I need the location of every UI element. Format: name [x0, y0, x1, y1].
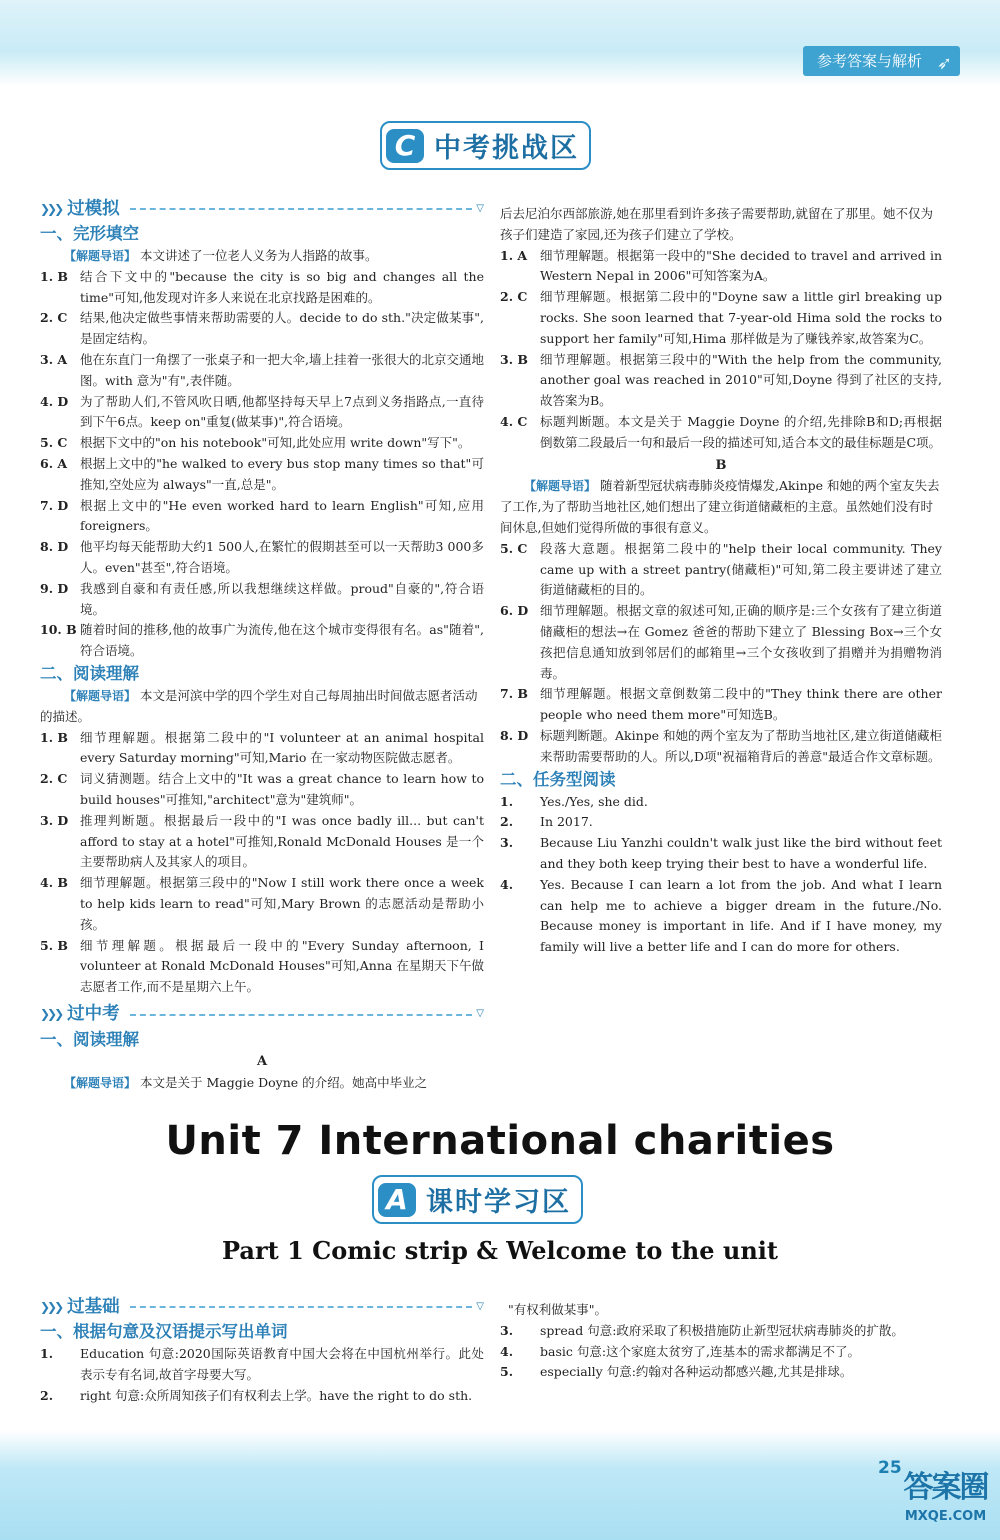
answer-number: 9. D [40, 580, 69, 596]
answer-number: 1. [40, 1346, 54, 1361]
zone-badge-challenge [380, 121, 591, 170]
rocket-icon: ➶ [936, 53, 952, 74]
answer-text: In 2017. [540, 814, 593, 830]
answer-number: 4. [500, 876, 514, 892]
part-title: Part 1 Comic strip & Welcome to the unit [222, 1236, 778, 1265]
cloze-title: 一、完形填空 [40, 224, 139, 243]
right-column-top [500, 204, 942, 958]
answer-number: 7. D [40, 497, 69, 513]
answer-number: 7. B [500, 686, 528, 702]
answer-text: 标题判断题。Akinpe 和她的两个室友为了帮助当地社区,建立街道储藏柜来帮助需要帮助的人。所以,D项"祝福箱背后的善意"最适合作文章标题。 [540, 727, 942, 764]
answer-text: 细节理解题。根据最后一段中的"Every Sunday afternoon, I volunteer at Ronald McDonald Houses"可知,Anna 在星期天下午做志愿者工作,而不是星期六上午。 [80, 937, 484, 995]
passage-b-guide: 【解题导语】 随着新型冠状病毒肺炎疫情爆发,Akinpe 和她的两个室友失去了工作,为了帮助当地社区,她们想出了建立街道储藏柜的主意。虽然她们没有时间休息,但她们觉得所做的事很有意义。 [500, 478, 940, 535]
dashed-rule [130, 1306, 473, 1308]
passage-a-guide-start: 【解题导语】 本文是关于 Maggie Doyne 的介绍。她高中毕业之 [64, 1074, 428, 1090]
answer-item [40, 1386, 484, 1407]
left-column-bottom [40, 1294, 484, 1406]
dashed-rule [130, 1014, 473, 1016]
words-cont: "有权利做某事"。 [508, 1302, 607, 1317]
answer-item [500, 792, 942, 813]
word-answers [40, 1344, 484, 1406]
chevron-marks-icon: ❯❯❯ [40, 201, 62, 216]
cloze-answers [40, 267, 484, 662]
left-column-top [40, 196, 484, 1093]
answer-item [500, 684, 942, 726]
zone-badge-study [372, 1175, 583, 1224]
chevron-down-icon: ▽ [476, 202, 484, 214]
zone-label-challenge: 中考挑战区 [434, 133, 579, 164]
answer-item [40, 308, 484, 350]
answer-text: 根据下文中的"on his notebook"可知,此处应用 write down"写下"。 [80, 435, 471, 451]
watermark-logo: 答案圈 MXQE.COM [903, 1470, 988, 1524]
answer-item [500, 1342, 942, 1363]
answer-text: 标题判断题。本文是关于 Maggie Doyne 的介绍,先排除B和D;再根据倒数第二段最后一句和最后一段的描述可知,适合本文的最佳标题是C项。 [540, 413, 942, 450]
reading-answers [40, 728, 484, 998]
answer-number: 2. [500, 814, 514, 830]
answer-item [40, 454, 484, 496]
answer-item [40, 873, 484, 935]
answer-text: 段落大意题。根据第二段中的"help their local community. They came up with a street pantry(储藏柜)"可知,第二段主要讲述了建立街道储藏柜的目的。 [540, 540, 942, 598]
answer-text: 细节理解题。根据第三段中的"With the help from the community, another goal was reached in 2010"可知,Doyne 得到了社区的支持,故答案为B。 [540, 351, 942, 409]
answer-text: Education 句意:2020国际英语教育中国大会将在中国杭州举行。此处表示专有名词,故首字母要大写。 [80, 1346, 484, 1382]
chevron-down-icon: ▽ [476, 1008, 484, 1020]
answer-text: 根据上文中的"He even worked hard to learn English"可知,应用 foreigners。 [80, 497, 484, 534]
answer-item [40, 433, 484, 454]
answer-text: 细节理解题。根据文章倒数第二段中的"They think there are other people who need them more"可知选B。 [540, 686, 942, 723]
answer-number: 1. [500, 793, 514, 809]
answer-item [40, 811, 484, 873]
answer-text: 细节理解题。根据第三段中的"Now I still work there once a week to help kids learn to read"可知,Mary Brown 的志愿活动是帮助小孩。 [80, 875, 484, 932]
answer-number: 2. C [40, 310, 68, 326]
answer-text: 为了帮助人们,不管风吹日晒,他都坚持每天早上7点到义务指路点,一直待到下午6点。keep on"重复(做某事)",符合语境。 [80, 393, 484, 430]
answer-item [40, 1344, 484, 1386]
chevron-marks-icon: ❯❯❯ [40, 1007, 62, 1022]
right-column-bottom [500, 1300, 942, 1383]
answer-item [40, 392, 484, 434]
answer-number: 5. C [40, 435, 68, 451]
answer-number: 8. D [500, 727, 529, 743]
words-title: 一、根据句意及汉语提示写出单词 [40, 1322, 288, 1341]
passage-a-answers [500, 246, 942, 454]
answer-text: 根据上文中的"he walked to every bus stop many times so that"可推知,空处应为 always"一直,总是"。 [80, 455, 484, 492]
passage-a-label: A [256, 1053, 268, 1069]
answer-item [40, 579, 484, 621]
word-answers-right [500, 1321, 942, 1383]
answer-number: 8. D [40, 539, 69, 555]
header-band [0, 0, 1000, 86]
answer-text: 结合下文中的"because the city is so big and changes all the time"可知,他发现对许多人来说在北京找路是困难的。 [80, 268, 484, 305]
section-title-basics: ❯❯❯ 过基础 ▽ [40, 1296, 484, 1317]
answer-number: 3. [500, 835, 514, 851]
answer-number: 5. C [500, 540, 528, 556]
answer-item [40, 728, 484, 770]
answer-number: 5. [500, 1364, 514, 1380]
answer-text: 细节理解题。根据第二段中的"Doyne saw a little girl breaking up rocks. She soon learned that 7-year-old Hima sold the rocks to support her family"可知,Hima 那样做是为了赚钱养家,故答案为C。 [540, 289, 942, 346]
task-answers [500, 792, 942, 958]
passage-b-label: B [715, 457, 727, 473]
answer-number: 4. [500, 1343, 514, 1359]
answer-text: 结果,他决定做些事情来帮助需要的人。decide to do sth."决定做某事",是固定结构。 [80, 310, 484, 347]
exam-reading-title: 一、阅读理解 [40, 1029, 139, 1049]
answer-item [500, 412, 942, 454]
dashed-rule [130, 208, 473, 210]
answer-text: 随着时间的推移,他的故事广为流传,他在这个城市变得很有名。as"随着",符合语境。 [80, 622, 484, 659]
unit-title: Unit 7 International charities [165, 1118, 835, 1164]
footer-band [0, 1430, 1000, 1540]
answer-number: 10. B [40, 622, 77, 638]
answer-number: 5. B [40, 937, 68, 953]
answer-item [500, 812, 942, 833]
answer-number: 1. B [40, 268, 68, 284]
chevron-down-icon: ▽ [476, 1300, 484, 1312]
answer-text: 推理判断题。根据最后一段中的"I was once badly ill... but can't afford to stay at a hotel"可推知,Ronald McDonald Houses 是一个主要帮助病人及其家人的项目。 [80, 812, 484, 870]
answer-number: 2. C [40, 771, 68, 787]
answer-number: 1. B [40, 729, 68, 745]
answer-text: especially 句意:约翰对各种运动都感兴趣,尤其是排球。 [540, 1364, 853, 1380]
cloze-guide: 【解题导语】 本文讲述了一位老人义务为人指路的故事。 [64, 248, 378, 263]
answer-number: 3. A [40, 351, 68, 367]
answer-text: 细节理解题。根据第二段中的"I volunteer at an animal hospital every Saturday morning"可知,Mario 在一家动物医院做志愿者。 [80, 729, 484, 766]
answer-number: 3. D [40, 812, 69, 828]
answer-item [40, 620, 484, 662]
answer-text: 细节理解题。根据文章的叙述可知,正确的顺序是:三个女孩有了建立街道储藏柜的想法→在 Gomez 爸爸的帮助下建立了 Blessing Box→三个女孩把信息通知放到邻居们的邮箱里→三个女孩收到了捐赠并为捐赠物消毒。 [540, 603, 942, 681]
answer-item [40, 769, 484, 811]
answer-item [40, 350, 484, 392]
answer-item [40, 496, 484, 538]
answer-item [40, 537, 484, 579]
answer-number: 3. [500, 1322, 514, 1338]
answer-item [500, 287, 942, 349]
answer-item [500, 246, 942, 288]
answer-text: basic 句意:这个家庭太贫穷了,连基本的需求都满足不了。 [540, 1343, 861, 1359]
header-tag-label: 参考答案与解析 [816, 52, 922, 70]
answer-item [500, 726, 942, 768]
passage-a-guide-cont: 后去尼泊尔西部旅游,她在那里看到许多孩子需要帮助,就留在了那里。她不仅为孩子们建造了家园,还为孩子们建立了学校。 [500, 206, 933, 242]
answer-text: 他平均每天能帮助大约1 500人,在繁忙的假期甚至可以一天帮助3 000多人。even"甚至",符合语境。 [80, 539, 484, 575]
zone-label-study: 课时学习区 [426, 1187, 571, 1218]
answer-text: 他在东直门一角摆了一张桌子和一把大伞,墙上挂着一张很大的北京交通地图。with 意为"有",表伴随。 [80, 351, 484, 388]
section-title-mock: ❯❯❯ 过模拟 ▽ [40, 198, 484, 219]
answer-number: 3. B [500, 351, 528, 367]
chevron-marks-icon: ❯❯❯ [40, 1299, 62, 1314]
answer-text: Yes./Yes, she did. [540, 793, 648, 809]
task-reading-title: 二、任务型阅读 [500, 769, 616, 789]
header-tag [803, 46, 960, 76]
passage-b-answers [500, 539, 942, 768]
answer-text: Yes. Because I can learn a lot from the job. And what I learn can help me to achieve a bigger dream in the future./No. Because money is important in life. And if I have money, my family will live a better life and I can do more for others. [540, 876, 942, 955]
answer-number: 4. D [40, 393, 69, 409]
answer-number: 2. C [500, 289, 528, 305]
answer-text: Because Liu Yanzhi couldn't walk just like the bird without feet and they both keep trying their best to have a wonderful life. [540, 835, 942, 871]
answer-item [500, 601, 942, 684]
section-title-exam: ❯❯❯ 过中考 ▽ [40, 1004, 484, 1025]
page-number: 25 [878, 1458, 902, 1478]
answer-text: right 句意:众所周知孩子们有权利去上学。have the right to do sth. [80, 1387, 473, 1403]
answer-item [500, 1321, 942, 1342]
answer-item [40, 267, 484, 309]
answer-text: 我感到自豪和有责任感,所以我想继续这样做。proud"自豪的",符合语境。 [80, 580, 484, 617]
answer-number: 4. B [40, 875, 68, 891]
reading-title: 二、阅读理解 [40, 663, 139, 683]
answer-item [40, 936, 484, 998]
answer-text: spread 句意:政府采取了积极措施防止新型冠状病毒肺炎的扩散。 [540, 1322, 904, 1338]
zone-letter-c: C [386, 129, 424, 163]
answer-number: 1. A [500, 247, 528, 263]
answer-text: 词义猜测题。结合上文中的"It was a great chance to learn how to build houses"可推知,"architect"意为"建筑师"。 [80, 771, 484, 807]
answer-text: 细节理解题。根据第一段中的"She decided to travel and arrived in Western Nepal in 2006"可知答案为A。 [540, 247, 942, 284]
answer-item [500, 1362, 942, 1383]
reading-guide: 【解题导语】 本文是河滨中学的四个学生对自己每周抽出时间做志愿者活动的描述。 [40, 687, 478, 724]
answer-number: 2. [40, 1387, 54, 1403]
zone-letter-a: A [378, 1183, 416, 1217]
answer-number: 6. D [500, 603, 529, 619]
answer-item [500, 875, 942, 958]
answer-item [500, 539, 942, 601]
answer-item [500, 350, 942, 412]
answer-number: 4. C [500, 413, 528, 429]
answer-number: 6. A [40, 455, 68, 471]
answer-item [500, 833, 942, 875]
